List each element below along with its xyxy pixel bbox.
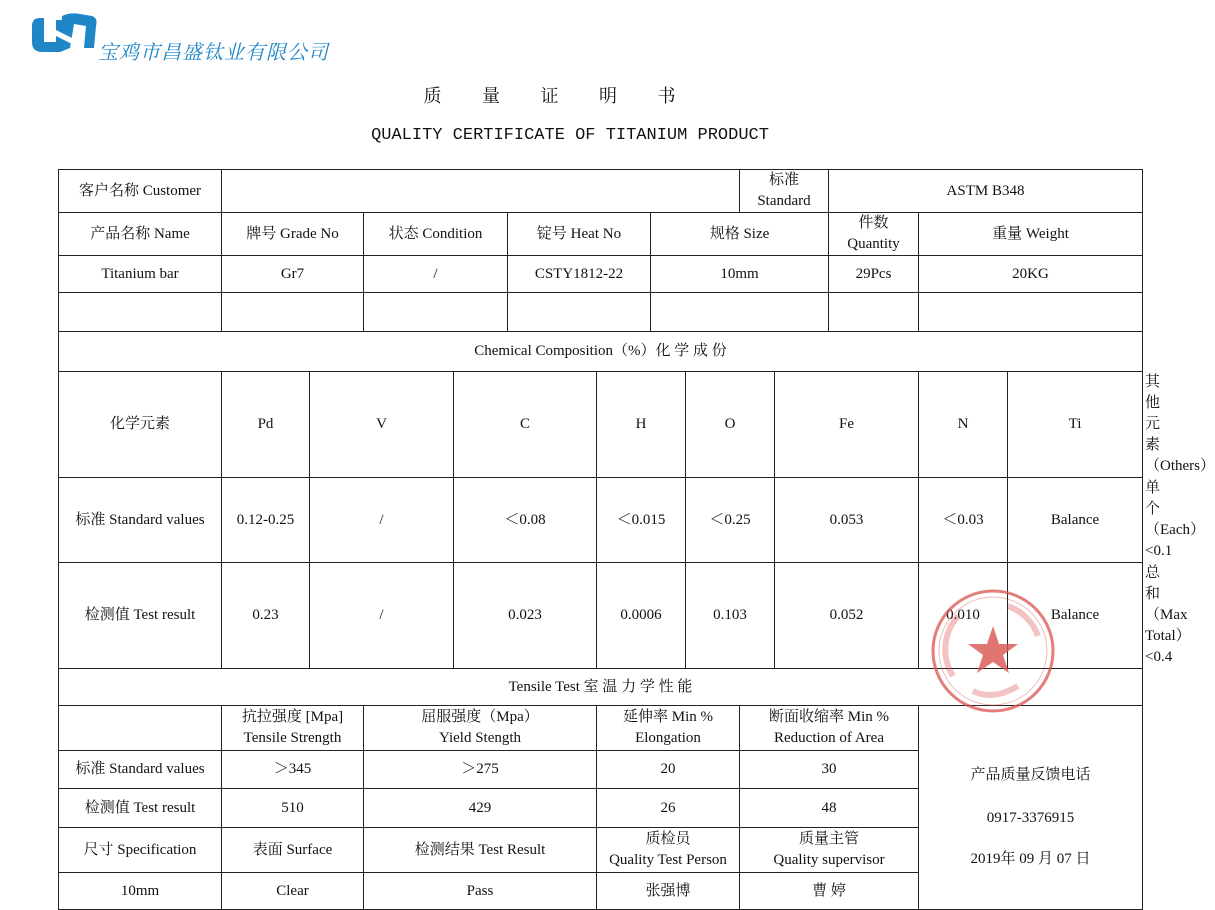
res-fe: 0.052 xyxy=(775,563,919,669)
weight-label: 重量 Weight xyxy=(919,213,1143,256)
company-logo-icon xyxy=(30,12,100,58)
spec-value: 10mm xyxy=(59,873,222,910)
chemical-standard-label: 标准 Standard values xyxy=(59,478,222,563)
product-header-row xyxy=(59,213,1143,256)
tensile-std-elongation: 20 xyxy=(597,751,740,789)
std-n: ＜0.03 xyxy=(919,478,1008,563)
tensile-std-strength: ＞345 xyxy=(222,751,364,789)
chemical-result-row: 检测值 Test result 0.23 / 0.023 0.0006 0.103 0.052 0.010 Balance 总和（Max Total） <0.4 xyxy=(59,563,1143,669)
reduction-en: Reduction of Area xyxy=(774,730,884,746)
empty-cell xyxy=(222,293,364,332)
name-value: Titanium bar xyxy=(59,256,222,293)
tensile-title-row xyxy=(59,669,1143,706)
document-title-chinese: 质 量 证 明 书 xyxy=(423,86,694,106)
tensile-strength-en: Tensile Strength xyxy=(243,730,342,746)
tensile-header-row xyxy=(59,706,1143,751)
element-fe: Fe xyxy=(775,372,919,478)
element-ti: Ti xyxy=(1008,372,1143,478)
std-ti: Balance xyxy=(1008,478,1143,563)
chemical-title-row xyxy=(59,332,1143,372)
std-fe: 0.053 xyxy=(775,478,919,563)
tensile-strength-cn: 抗拉强度 [Mpa] xyxy=(241,709,344,725)
element-v: V xyxy=(310,372,454,478)
document-title-english: QUALITY CERTIFICATE OF TITANIUM PRODUCT xyxy=(371,126,769,145)
element-label: 化学元素 xyxy=(59,372,222,478)
chemical-section-title: Chemical Composition（%）化 学 成 份 xyxy=(59,332,1143,372)
test-result-label: 检测结果 Test Result xyxy=(364,828,597,873)
name-label: 产品名称 Name xyxy=(59,213,222,256)
tensile-std-reduction: 30 xyxy=(740,751,919,789)
tensile-standard-label: 标准 Standard values xyxy=(59,751,222,789)
tensile-header-blank xyxy=(59,706,222,751)
feedback-phone: 0917-3376915 xyxy=(986,810,1075,826)
res-v: / xyxy=(310,563,454,669)
size-value: 10mm xyxy=(651,256,829,293)
std-v: / xyxy=(310,478,454,563)
element-c: C xyxy=(454,372,597,478)
chemical-standard-row: 标准 Standard values 0.12-0.25 / ＜0.08 ＜0.015 ＜0.25 0.053 ＜0.03 Balance 单个（Each）<0.1 xyxy=(59,478,1143,563)
quantity-label: 件数 Quantity xyxy=(829,213,919,256)
tensile-strength-header xyxy=(222,706,364,751)
res-n: 0.010 xyxy=(919,563,1008,669)
tensile-section-title: Tensile Test 室 温 力 学 性 能 xyxy=(59,669,1143,706)
condition-label: 状态 Condition xyxy=(364,213,508,256)
std-o: ＜0.25 xyxy=(686,478,775,563)
tensile-result-label: 检测值 Test result xyxy=(59,789,222,828)
weight-value: 20KG xyxy=(919,256,1143,293)
empty-row xyxy=(59,293,1143,332)
supervisor-en: Quality supervisor xyxy=(773,852,885,868)
empty-cell xyxy=(651,293,829,332)
reduction-header xyxy=(740,706,919,751)
certificate-table xyxy=(58,169,1215,910)
std-pd: 0.12-0.25 xyxy=(222,478,310,563)
res-h: 0.0006 xyxy=(597,563,686,669)
test-result-value: Pass xyxy=(364,873,597,910)
inspector-header xyxy=(597,828,740,873)
grade-value: Gr7 xyxy=(222,256,364,293)
elongation-en: Elongation xyxy=(635,730,701,746)
res-c: 0.023 xyxy=(454,563,597,669)
yield-strength-header xyxy=(364,706,597,751)
chemical-result-label: 检测值 Test result xyxy=(59,563,222,669)
elements-row: 化学元素 Pd V C H O Fe N Ti 其他元素（Others） xyxy=(59,372,1143,478)
empty-cell xyxy=(829,293,919,332)
element-o: O xyxy=(686,372,775,478)
product-value-row xyxy=(59,256,1143,293)
tensile-res-yield: 429 xyxy=(364,789,597,828)
condition-value: / xyxy=(364,256,508,293)
empty-cell xyxy=(919,293,1143,332)
yield-strength-en: Yield Stength xyxy=(438,730,522,746)
feedback-label: 产品质量反馈电话 xyxy=(970,767,1091,783)
grade-label: 牌号 Grade No xyxy=(222,213,364,256)
supervisor-cn: 质量主管 xyxy=(799,831,860,847)
heat-value: CSTY1812-22 xyxy=(508,256,651,293)
company-name: 宝鸡市昌盛钛业有限公司 xyxy=(98,40,329,64)
heat-label: 锭号 Heat No xyxy=(508,213,651,256)
reduction-cn: 断面收缩率 Min % xyxy=(769,709,890,725)
surface-label: 表面 Surface xyxy=(222,828,364,873)
inspector-value: 张强博 xyxy=(597,873,740,910)
empty-cell xyxy=(59,293,222,332)
inspector-en: Quality Test Person xyxy=(609,852,727,868)
std-h: ＜0.015 xyxy=(597,478,686,563)
supervisor-value: 曹 婷 xyxy=(740,873,919,910)
res-pd: 0.23 xyxy=(222,563,310,669)
standard-value: ASTM B348 xyxy=(829,170,1143,213)
supervisor-header xyxy=(740,828,919,873)
spec-label: 尺寸 Specification xyxy=(59,828,222,873)
empty-cell xyxy=(508,293,651,332)
element-n: N xyxy=(919,372,1008,478)
tensile-res-reduction: 48 xyxy=(740,789,919,828)
feedback-cell xyxy=(919,706,1143,910)
standard-label: 标准 Standard xyxy=(740,170,829,213)
yield-strength-cn: 屈服强度（Mpa） xyxy=(421,709,539,725)
tensile-std-yield: ＞275 xyxy=(364,751,597,789)
inspector-cn: 质检员 xyxy=(645,831,691,847)
customer-value xyxy=(222,170,740,213)
customer-row xyxy=(59,170,1143,213)
res-ti: Balance xyxy=(1008,563,1143,669)
customer-label: 客户名称 Customer xyxy=(59,170,222,213)
empty-cell xyxy=(364,293,508,332)
std-c: ＜0.08 xyxy=(454,478,597,563)
tensile-res-elongation: 26 xyxy=(597,789,740,828)
size-label: 规格 Size xyxy=(651,213,829,256)
surface-value: Clear xyxy=(222,873,364,910)
feedback-date: 2019年 09 月 07 日 xyxy=(970,851,1091,867)
element-pd: Pd xyxy=(222,372,310,478)
res-o: 0.103 xyxy=(686,563,775,669)
elongation-cn: 延伸率 Min % xyxy=(622,709,713,725)
tensile-res-strength: 510 xyxy=(222,789,364,828)
quantity-value: 29Pcs xyxy=(829,256,919,293)
element-h: H xyxy=(597,372,686,478)
elongation-header xyxy=(597,706,740,751)
